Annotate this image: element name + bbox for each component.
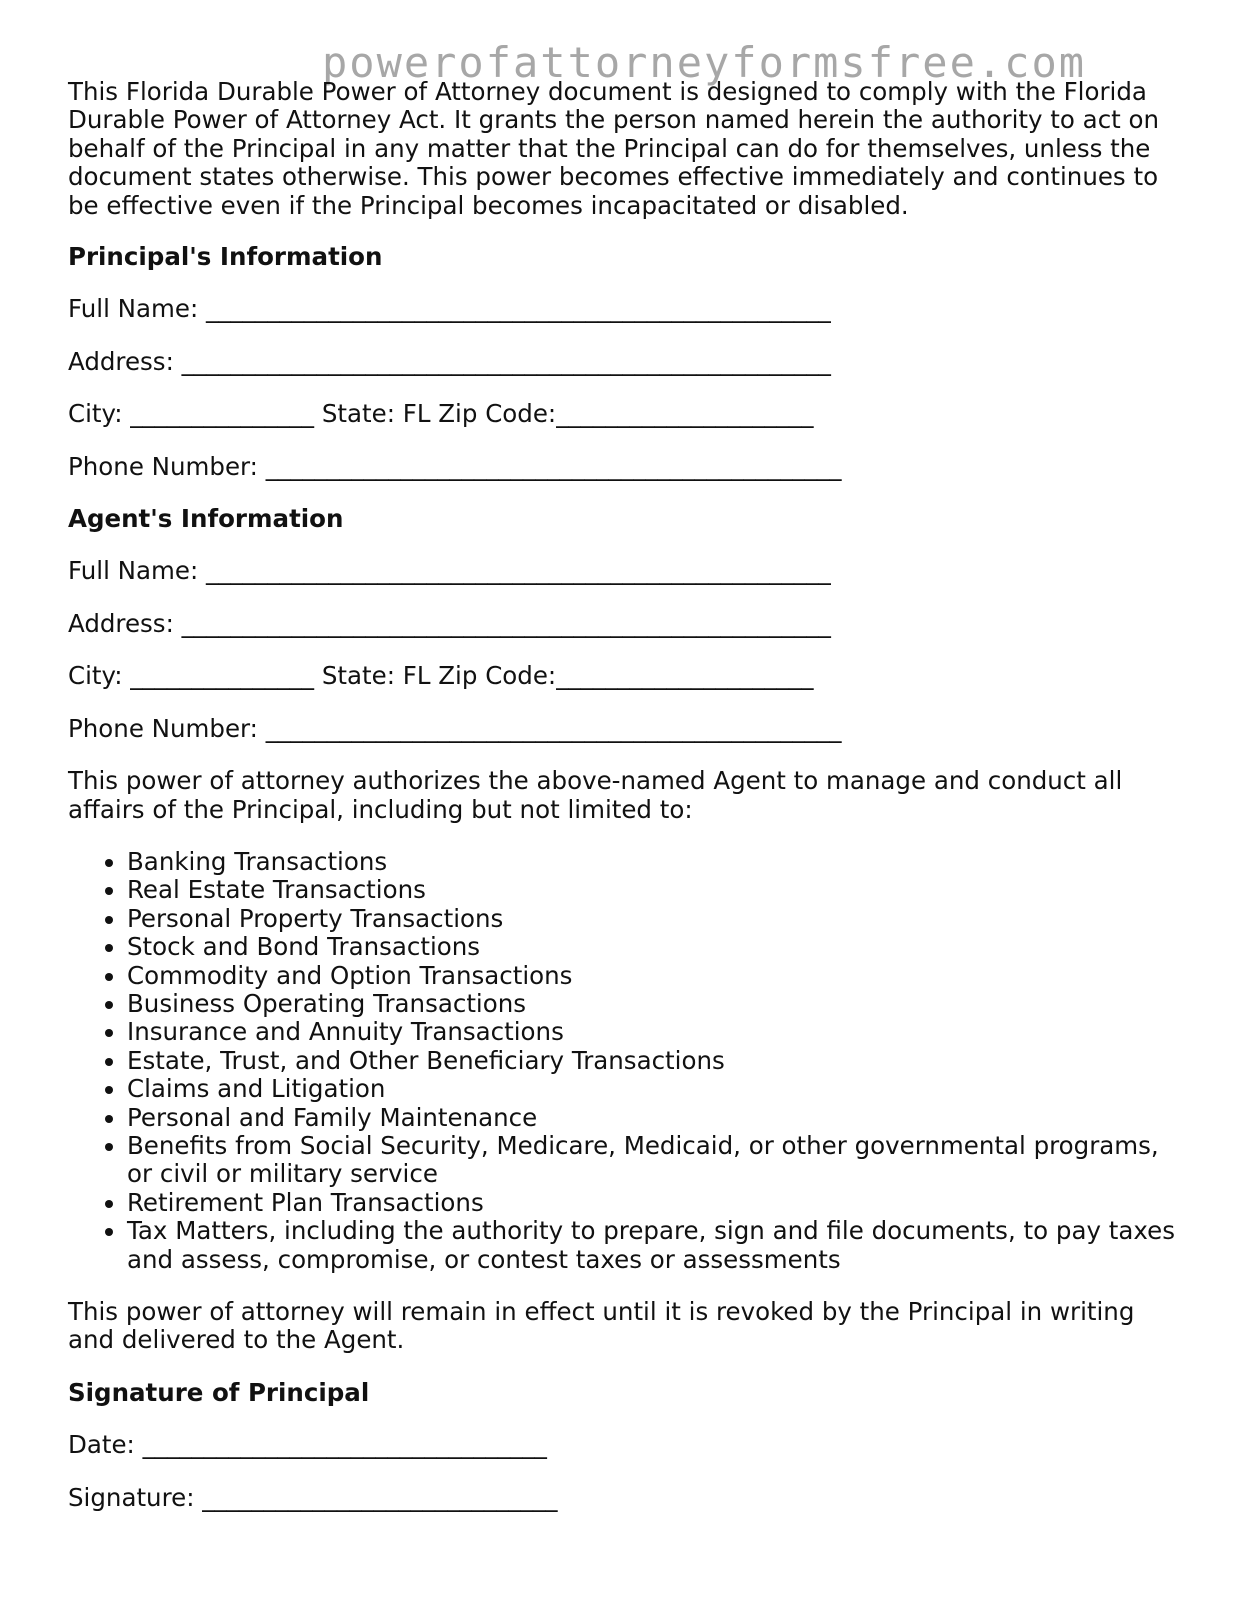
agent-address-blank[interactable]: _____________________________________________________ <box>181 608 831 638</box>
agent-address-label: Address: <box>68 608 174 638</box>
signature-date-blank[interactable]: _________________________________ <box>142 1430 547 1460</box>
intro-paragraph: This Florida Durable Power of Attorney document is designed to comply with the Florida Durable Power of Attorney Act. It grants the person named herein the authority to act on behalf of the Principal in any matter that the Principal can do for themselves, unless the document states otherwise. This power becomes effective immediately and continues to be effective even if the Principal becomes incapacitated or disabled. <box>68 77 1160 220</box>
list-item: • Banking Transactions <box>127 848 1178 876</box>
agent-city-label: City: <box>68 661 123 691</box>
list-item: • Benefits from Social Security, Medicare, Medicaid, or other governmental programs, or civil or military service <box>127 1132 1178 1189</box>
agent-zip-blank[interactable]: _____________________ <box>556 661 814 691</box>
document-body <box>68 78 1178 1536</box>
signature-label: Signature: <box>68 1482 195 1512</box>
list-item: • Personal and Family Maintenance <box>127 1104 1178 1132</box>
principal-full-name-field <box>68 295 1178 323</box>
list-item: • Real Estate Transactions <box>127 876 1178 904</box>
agent-phone-field <box>68 715 1178 743</box>
principal-phone-label: Phone Number: <box>68 451 258 481</box>
signature-date-field <box>68 1431 1178 1459</box>
agent-full-name-label: Full Name: <box>68 556 199 586</box>
list-item: • Tax Matters, including the authority to prepare, sign and file documents, to pay taxes and assess, compromise, or contest taxes or assessments <box>127 1217 1178 1274</box>
principal-state-zip-label: State: FL Zip Code: <box>321 399 557 429</box>
list-item: • Insurance and Annuity Transactions <box>127 1018 1178 1046</box>
principal-phone-field <box>68 453 1178 481</box>
principal-heading: Principal's Information <box>68 242 383 272</box>
signature-blank[interactable]: _____________________________ <box>202 1482 558 1512</box>
agent-full-name-field <box>68 557 1178 585</box>
signature-field <box>68 1484 1178 1512</box>
principal-address-label: Address: <box>68 346 174 376</box>
list-item: • Business Operating Transactions <box>127 990 1178 1018</box>
principal-full-name-label: Full Name: <box>68 294 199 324</box>
powers-list <box>68 848 1178 1274</box>
principal-city-label: City: <box>68 399 123 429</box>
signature-heading: Signature of Principal <box>68 1377 370 1407</box>
principal-phone-blank[interactable]: _______________________________________________ <box>265 451 842 481</box>
agent-full-name-blank[interactable]: ___________________________________________________ <box>206 556 831 586</box>
list-item: • Stock and Bond Transactions <box>127 933 1178 961</box>
agent-address-field <box>68 610 1178 638</box>
agent-city-blank[interactable]: _______________ <box>130 661 315 691</box>
principal-full-name-blank[interactable]: ___________________________________________________ <box>206 294 831 324</box>
principal-address-field <box>68 348 1178 376</box>
list-item: • Commodity and Option Transactions <box>127 962 1178 990</box>
revocation-paragraph: This power of attorney will remain in effect until it is revoked by the Principal in writing and delivered to the Agent. <box>68 1297 1135 1355</box>
principal-zip-blank[interactable]: _____________________ <box>556 399 814 429</box>
list-item: • Estate, Trust, and Other Beneficiary Transactions <box>127 1047 1178 1075</box>
signature-date-label: Date: <box>68 1430 135 1460</box>
agent-state-zip-label: State: FL Zip Code: <box>321 661 557 691</box>
agent-phone-label: Phone Number: <box>68 713 258 743</box>
principal-address-blank[interactable]: _____________________________________________________ <box>181 346 831 376</box>
principal-city-state-field <box>68 400 1178 428</box>
list-item: • Claims and Litigation <box>127 1075 1178 1103</box>
principal-city-blank[interactable]: _______________ <box>130 399 315 429</box>
list-item: • Personal Property Transactions <box>127 905 1178 933</box>
watermark: powerofattorneyformsfree.com <box>322 38 1087 87</box>
agent-heading: Agent's Information <box>68 504 344 534</box>
agent-city-state-field <box>68 662 1178 690</box>
list-item: • Retirement Plan Transactions <box>127 1189 1178 1217</box>
authority-paragraph: This power of attorney authorizes the above-named Agent to manage and conduct all affairs of the Principal, including but not limited to: <box>68 766 1123 824</box>
agent-phone-blank[interactable]: _______________________________________________ <box>265 713 842 743</box>
